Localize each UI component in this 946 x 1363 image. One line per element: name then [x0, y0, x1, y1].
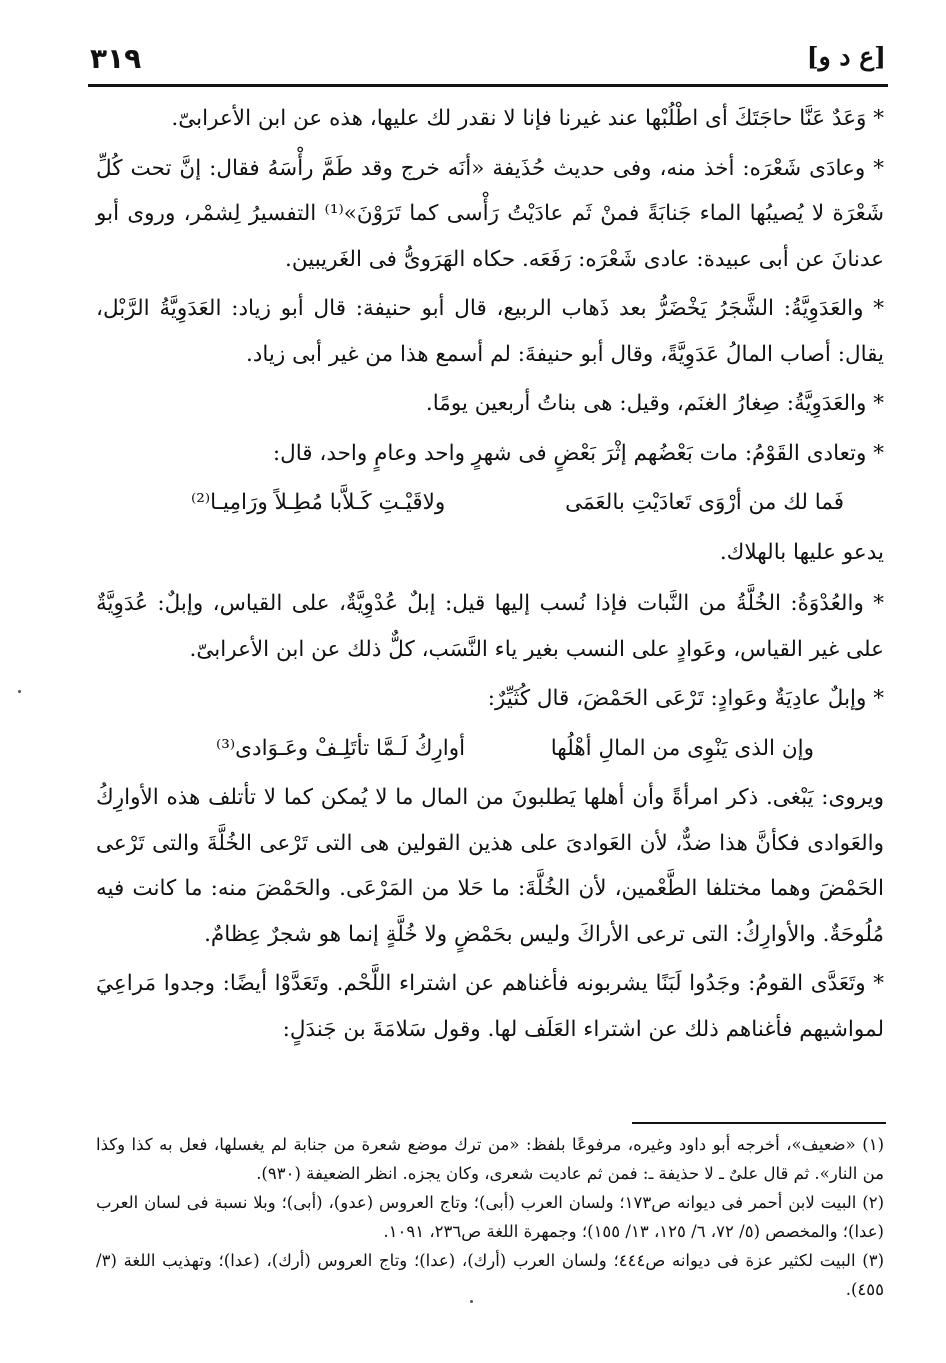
footnote: (٢) البيت لابن أحمر فى ديوانه ص١٧٣؛ ولسان العرب (أبى)؛ وتاج العروس (عدو)، (أبى)؛ وبلا نسبة فى لسان العرب (عدا)؛ والمخصص (٥/ ٧٢، ٦/ ١٢٥، ١٣/ ١٥٥)؛ وجمهرة اللغة ص٢٣٦، ١٠٩١. — [96, 1193, 884, 1241]
page-number: ٣١٩ — [90, 42, 142, 75]
paragraph: * وإبلٌ عادِيَةٌ وعَوادٍ: تَرْعَى الحَمْضَ، قال كُثَيِّرٌ: — [487, 686, 884, 711]
verse-line — [96, 480, 884, 526]
page-header — [90, 38, 886, 78]
scan-speck — [470, 1300, 473, 1303]
paragraph: * والعَدَوِيَّةُ: صِغارُ الغنَم، وقيل: هى بناتُ أربعين يومًا. — [425, 391, 884, 416]
paragraph: * وتعادى القَوْمُ: مات بَعْضُهم إثْرَ بَعْضٍ فى شهرٍ واحد وعامٍ واحد، قال: — [272, 440, 884, 466]
footnote: (٣) البيت لكثير عزة فى ديوانه ص٤٤٤؛ ولسان العرب (أرك)، (عدا)؛ وتاج العروس (أرك)، (عدا)؛ وتهذيب اللغة (٣/ ٤٥٥). — [96, 1251, 884, 1299]
verse-hemistich-first: وإن الذى يَنْوِى من المالِ أهْلُها — [550, 735, 814, 761]
verse-hemistich-second: أوارِكُ لَـمَّا تأتَلِـفْ وعَـوَادى⁽³⁾ — [216, 735, 466, 761]
paragraph: * وتَعَدَّى القومُ: وجَدُوا لَبَنًا يشربونه فأغناهم عن اشتراء اللَّحْم. وتَعَدَّوْا أيضًا: وجدوا مَراعِيَ لمواشيهم فأغناهم ذلك عن اشتراء العَلَف لها. وقول سَلامَةَ بن جَندَلٍ: — [96, 971, 884, 1042]
running-head: [ع د و] — [806, 42, 886, 71]
paragraph: ويروى: يَبْغى. ذكر امرأةً وأن أهلها يَطلبونَ من المال ما لا يُمكن كما لا تأتلف هذه الأوارِكُ والعَوادى فكأنَّ هذا ضدٌّ، لأن العَوادىَ على هذين القولين هى التى تَرْعى الخُلَّةَ والتى تَرْعى الحَمْضَ وهما مختلفا الطَّعْمين، لأن الخُلَّةَ: ما حَلا من المَرْعَى. والحَمْضَ منه: ما كانت فيه مُلُوحَةٌ. والأوارِكُ: التى ترعى الأراكَ وليس بحَمْضٍ ولا خُلَّةٍ إنما هو شجرٌ عِظامٌ. — [96, 785, 884, 947]
verse-line — [96, 726, 884, 772]
main-text — [96, 96, 884, 1056]
footnote-rule — [632, 1122, 886, 1124]
verse-hemistich-first: فَما لك من أرْوَى تَعادَيْتِ بالعَمَى — [565, 490, 844, 515]
paragraph: يدعو عليها بالهلاك. — [719, 539, 884, 565]
verse-hemistich-second: ولاقَيْـتِ كَـلاَّبا مُطِـلاً ورَامِيـا⁽²⁾ — [191, 490, 446, 515]
paragraph: * والعُدْوَةُ: الخُلَّةُ من النَّبات فإذا نُسب إليها قيل: إبلٌ عُدْوِيَّةٌ، على القياس، وإبلٌ: عُدَوِيَّةٌ على غير القياس، وعَوادٍ على النسب بغير ياء النَّسَب، كلٌّ ذلك عن ابن الأعرابىّ. — [96, 591, 884, 662]
footnote: (١) «ضعيف»، أخرجه أبو داود وغيره، مرفوعًا بلفظ: «من ترك موضع شعرة من جنابة لم يغسلها، فعل به كذا وكذا من النار». ثم قال علىٌ ـ لا حذيفة ـ: فمن ثم عاديت شعرى، وكان يجزه. انظر الضعيفة (٩٣٠). — [96, 1135, 884, 1183]
footnotes — [96, 1130, 884, 1304]
header-rule — [88, 84, 888, 87]
paragraph: * وَعَدٌ عَنَّا حاجَتَكَ أى اطْلُبْها عند غيرنا فإنا لا نقدر لك عليها، هذه عن ابن الأعرابىّ. — [171, 106, 884, 131]
paragraph: * وعادَى شَعْرَه: أخذ منه، وفى حديث حُذَيفة «أنَه خرج وقد طَمَّ رأْسَهُ فقال: إنَّ تحت كُلِّ شَعْرَة لا يُصيبُها الماء جَنابَةً فمنْ ثَم عادَيْتُ رَأْسى كما تَرَوْنَ»⁽¹⁾ التفسيرُ لِشمْر، وروى أبو عدنانَ عن أبى عبيدة: عادى شَعْرَه: رَفَعَه. حكاه الهَرَوىُّ فى الغَريبين. — [96, 155, 884, 272]
scan-speck — [18, 690, 21, 693]
paragraph: * والعَدَوِيَّةُ: الشَّجَرُ يَخْضَرُّ بعد ذَهاب الربيع، قال أبو حنيفة: قال أبو زياد: العَدَوِيَّةُ الرَّبْل، يقال: أصاب المالُ عَدَوِيَّةً، وقال أبو حنيفةَ: لم أسمع هذا من غير أبى زياد. — [96, 296, 884, 367]
